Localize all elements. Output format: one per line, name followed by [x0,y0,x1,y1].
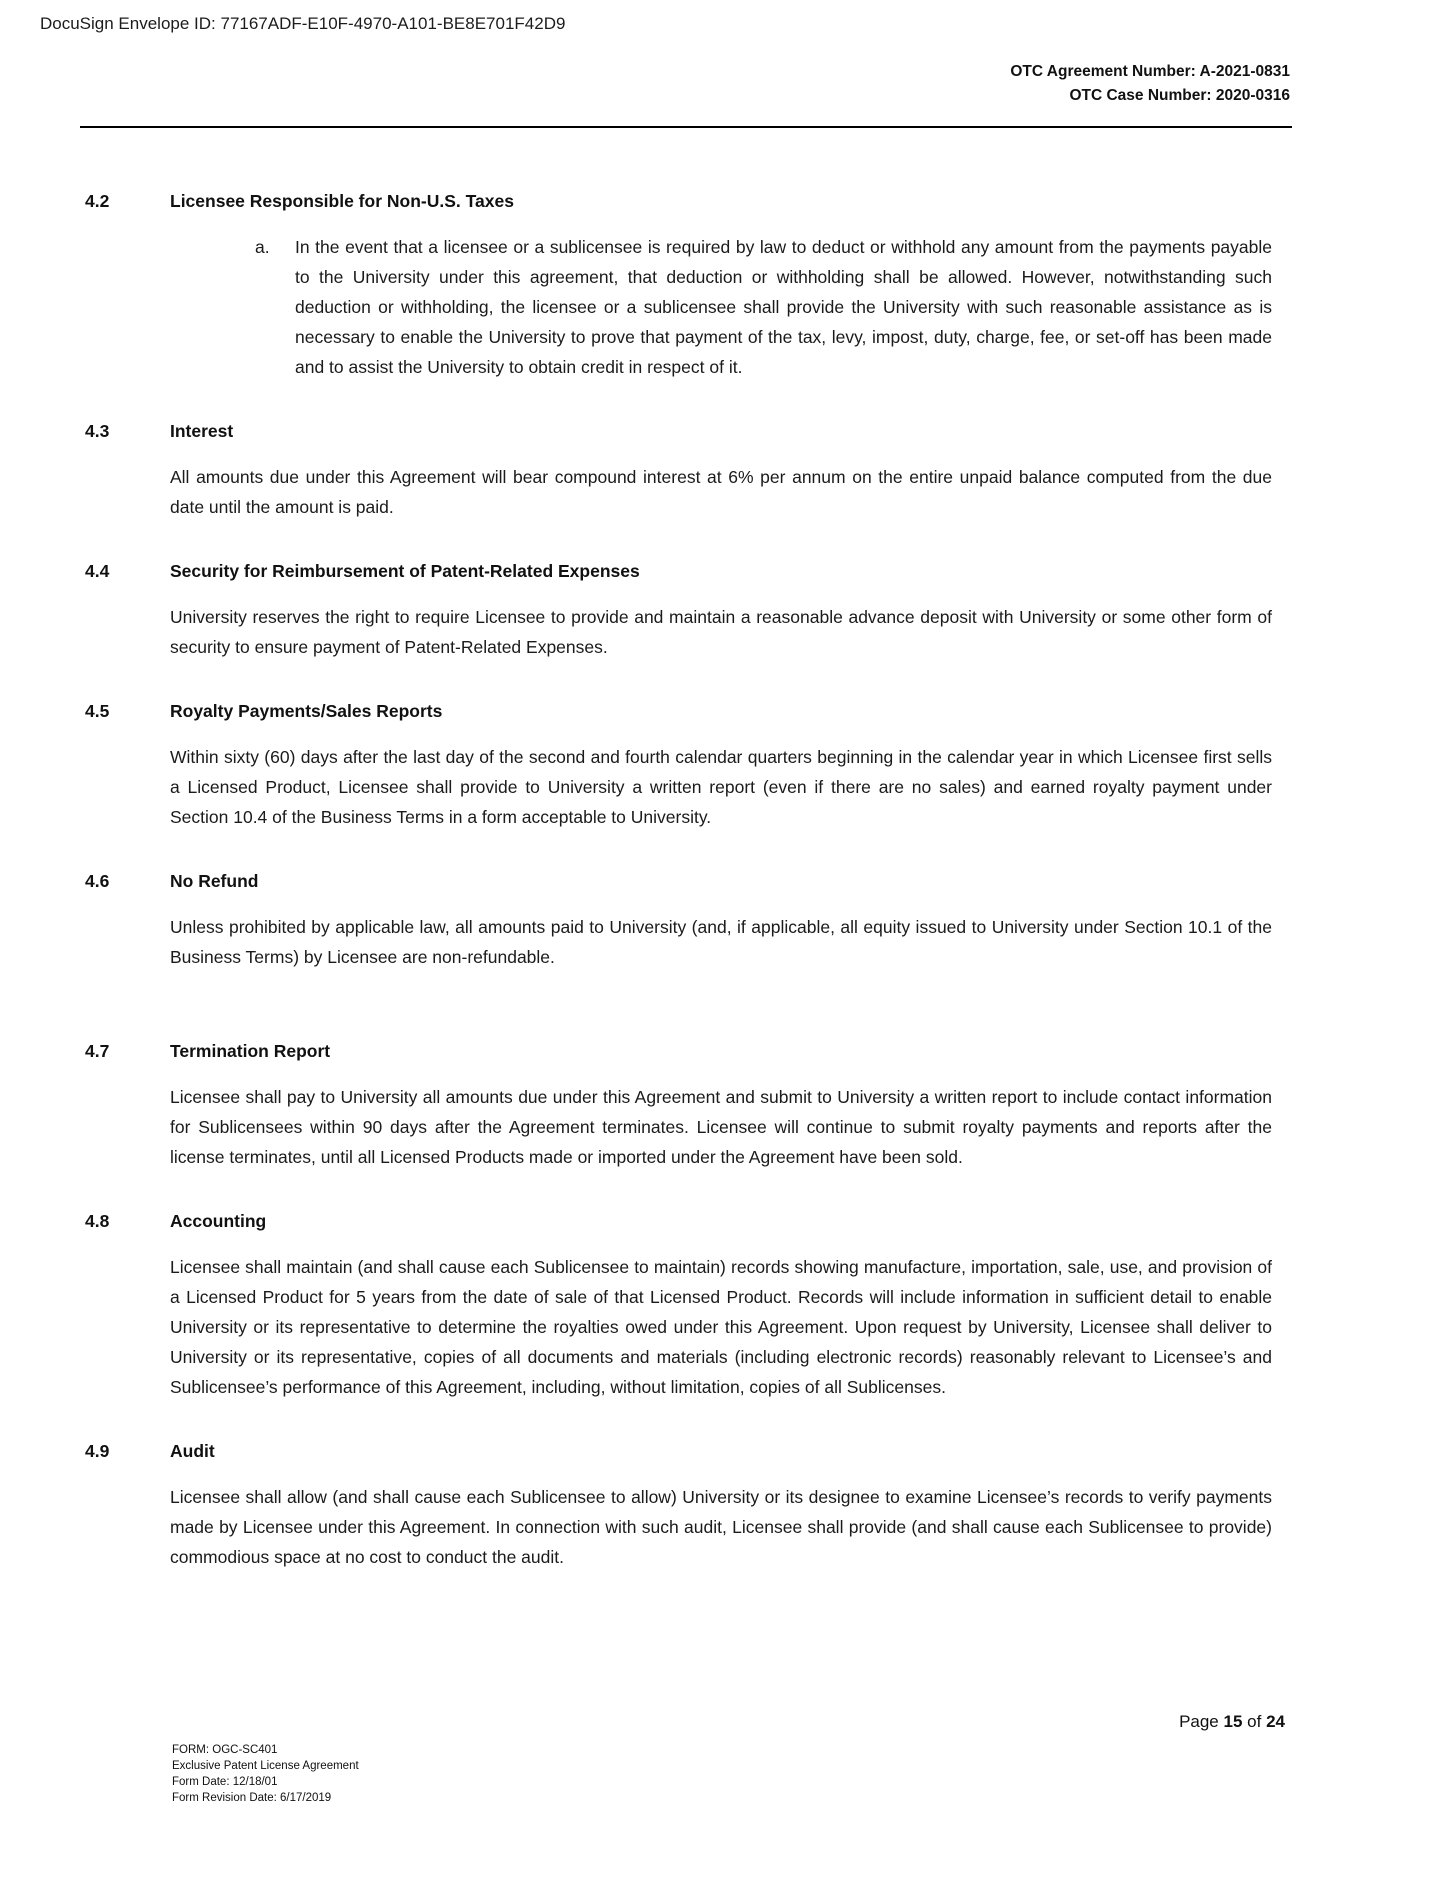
otc-agreement-number: OTC Agreement Number: A-2021-0831 [1010,63,1290,80]
section-heading [85,1036,1272,1066]
form-title-line: Exclusive Patent License Agreement [172,1760,359,1772]
section-heading [85,186,1272,216]
section-number: 4.6 [85,871,110,891]
form-id-line: FORM: OGC-SC401 [172,1744,278,1756]
section-title: Termination Report [170,1041,331,1061]
section-4-8 [85,1206,1272,1402]
section-number: 4.7 [85,1041,110,1061]
section-heading [85,696,1272,726]
section-paragraph: Licensee shall maintain (and shall cause each Sublicensee to maintain) records showing manufacture, importation, sale, use, and provision of a Licensed Product for 5 years from the date of sale of that Licensed Product. Records will include information in sufficient detail to enable University or its representative to determine the royalties owed under this Agreement. Upon request by University, Licensee shall deliver to University or its representative, copies of all documents and materials (including electronic records) reasonably relevant to Licensee’s and Sublicensee’s performance of this Agreement, including, without limitation, copies of all Sublicenses. [170,1257,1272,1397]
section-number: 4.9 [85,1441,110,1461]
section-title: Royalty Payments/Sales Reports [170,701,443,721]
otc-header [1010,60,1290,108]
form-revision-line: Form Revision Date: 6/17/2019 [172,1792,332,1804]
page-current: 15 [1223,1712,1243,1731]
section-4-9 [85,1436,1272,1572]
section-4-5 [85,696,1272,832]
section-title: Audit [170,1441,215,1461]
section-heading [85,1436,1272,1466]
section-heading [85,556,1272,586]
section-number: 4.2 [85,191,110,211]
header-rule [80,126,1292,128]
section-paragraph: Licensee shall allow (and shall cause each Sublicensee to allow) University or its designee to examine Licensee’s records to verify payments made by Licensee under this Agreement. In connection with such audit, Licensee shall provide (and shall cause each Sublicensee to provide) commodious space at no cost to conduct the audit. [170,1487,1272,1567]
section-heading [85,416,1272,446]
section-4-3 [85,416,1272,522]
page-label: Page [1179,1712,1219,1731]
section-number: 4.8 [85,1211,110,1231]
section-paragraph: Within sixty (60) days after the last day of the second and fourth calendar quarters beginning in the calendar year in which Licensee first sells a Licensed Product, Licensee shall provide to University a written report (even if there are no sales) and earned royalty payment under Section 10.4 of the Business Terms in a form acceptable to University. [170,747,1272,827]
section-title: Licensee Responsible for Non-U.S. Taxes [170,191,514,211]
section-title: Security for Reimbursement of Patent-Related Expenses [170,561,640,581]
page-number-indicator [1179,1712,1285,1732]
section-4-6 [85,866,1272,972]
section-paragraph: Unless prohibited by applicable law, all amounts paid to University (and, if applicable, all equity issued to University under Section 10.1 of the Business Terms) by Licensee are non-refundable. [170,917,1272,967]
list-marker: a. [255,237,270,257]
of-label: of [1247,1712,1262,1731]
section-number: 4.5 [85,701,110,721]
section-number: 4.4 [85,561,110,581]
section-title: Accounting [170,1211,267,1231]
form-date-line: Form Date: 12/18/01 [172,1776,278,1788]
section-4-2 [85,186,1272,382]
otc-case-number: OTC Case Number: 2020-0316 [1069,87,1290,104]
section-4-4 [85,556,1272,662]
section-title: Interest [170,421,234,441]
docusign-envelope-id: DocuSign Envelope ID: 77167ADF-E10F-4970-A101-BE8E701F42D9 [40,14,566,33]
section-heading [85,1206,1272,1236]
section-title: No Refund [170,871,259,891]
list-item-a [255,232,1272,382]
section-paragraph: University reserves the right to require Licensee to provide and maintain a reasonable advance deposit with University or some other form of security to ensure payment of Patent-Related Expenses. [170,607,1272,657]
section-paragraph: All amounts due under this Agreement will bear compound interest at 6% per annum on the entire unpaid balance computed from the due date until the amount is paid. [170,467,1272,517]
section-number: 4.3 [85,421,110,441]
page-total: 24 [1266,1712,1285,1731]
section-paragraph: Licensee shall pay to University all amounts due under this Agreement and submit to University a written report to include contact information for Sublicensees within 90 days after the Agreement terminates. Licensee will continue to submit royalty payments and reports after the license terminates, until all Licensed Products made or imported under the Agreement have been sold. [170,1087,1272,1167]
section-4-7 [85,1036,1272,1172]
section-heading [85,866,1272,896]
list-item-text: In the event that a licensee or a sublicensee is required by law to deduct or withhold any amount from the payments payable to the University under this agreement, that deduction or withholding shall be allowed. However, notwithstanding such deduction or withholding, the licensee or a sublicensee shall provide the University with such reasonable assistance as is necessary to enable the University to prove that payment of the tax, levy, impost, duty, charge, fee, or set-off has been made and to assist the University to obtain credit in respect of it. [295,237,1272,377]
document-body [85,152,1272,1572]
form-footer-block [172,1742,359,1806]
